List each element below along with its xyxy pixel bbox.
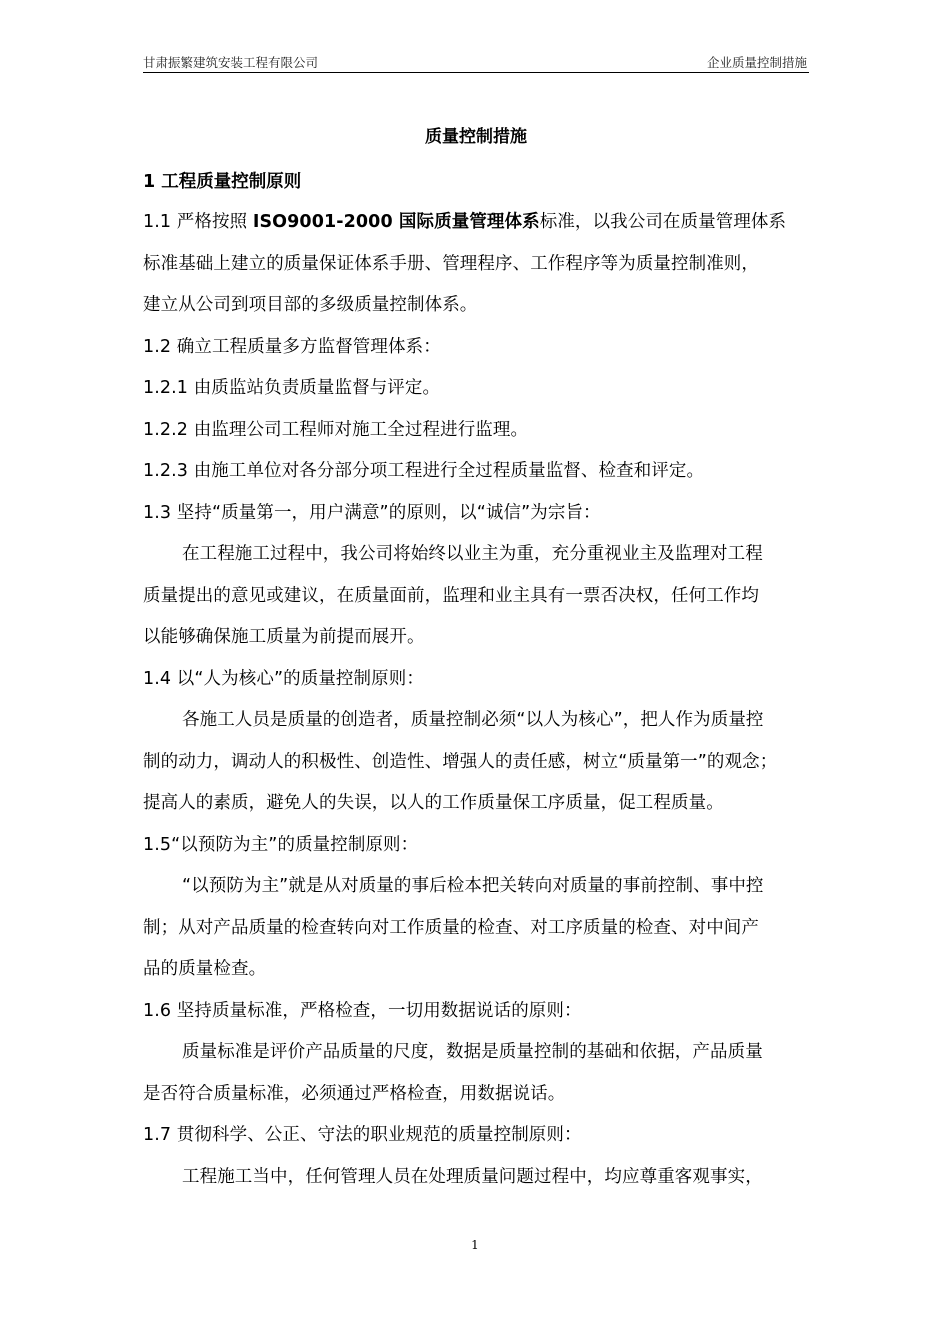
paragraph-1-6-line-1: 质量标准是评价产品质量的尺度，数据是质量控制的基础和依据，产品质量 (182, 1042, 763, 1062)
paragraph-1-2: 1.2 确立工程质量多方监督管理体系： (143, 337, 441, 357)
paragraph-1-5-line-2: 制；从对产品质量的检查转向对工作质量的检查、对工序质量的检查、对中间产 (143, 918, 759, 938)
paragraph-1-6-line-2: 是否符合质量标准，必须通过严格检查，用数据说话。 (143, 1084, 566, 1104)
paragraph-1-7-heading: 1.7 贯彻科学、公正、守法的职业规范的质量控制原则： (143, 1125, 582, 1145)
paragraph-1-2-3: 1.2.3 由施工单位对各分部分项工程进行全过程质量监督、检查和评定。 (143, 461, 705, 481)
paragraph-1-1-bold: ISO9001-2000 国际质量管理体系 (252, 212, 540, 232)
paragraph-1-7-line-1: 工程施工当中，任何管理人员在处理质量问题过程中，均应尊重客观事实， (182, 1167, 763, 1187)
paragraph-1-4-line-1: 各施工人员是质量的创造者，质量控制必须“以人为核心”，把人作为质量控 (182, 710, 764, 730)
paragraph-1-4-line-3: 提高人的素质，避免人的失误，以人的工作质量保工序质量，促工程质量。 (143, 793, 724, 813)
paragraph-1-5-line-3: 品的质量检查。 (143, 959, 267, 979)
paragraph-1-4-line-2: 制的动力，调动人的积极性、创造性、增强人的责任感，树立“质量第一”的观念； (143, 752, 778, 772)
paragraph-1-1-suffix: 标准，以我公司在质量管理体系 (539, 212, 787, 232)
paragraph-1-5-line-1: “以预防为主”就是从对质量的事后检本把关转向对质量的事前控制、事中控 (182, 876, 764, 896)
paragraph-1-2-2: 1.2.2 由监理公司工程师对施工全过程进行监理。 (143, 420, 529, 440)
page-number: 1 (471, 1238, 479, 1252)
paragraph-1-1-line-2: 标准基础上建立的质量保证体系手册、管理程序、工作程序等为质量控制准则， (143, 254, 759, 274)
section-heading: 1 工程质量控制原则 (143, 172, 302, 192)
paragraph-1-1-prefix: 1.1 严格按照 (143, 212, 253, 232)
paragraph-1-3-line-3: 以能够确保施工质量为前提而展开。 (143, 627, 425, 647)
header-doc-name: 企业质量控制措施 (706, 55, 807, 70)
paragraph-1-6-heading: 1.6 坚持质量标准，严格检查，一切用数据说话的原则： (143, 1001, 582, 1021)
paragraph-1-5-heading: 1.5“以预防为主”的质量控制原则： (143, 835, 419, 855)
header-company: 甘肃振繁建筑安装工程有限公司 (143, 55, 319, 70)
paragraph-1-2-1: 1.2.1 由质监站负责质量监督与评定。 (143, 378, 441, 398)
document-title: 质量控制措施 (425, 127, 527, 147)
paragraph-1-3-line-1: 在工程施工过程中，我公司将始终以业主为重，充分重视业主及监理对工程 (182, 544, 763, 564)
paragraph-1-1-line-3: 建立从公司到项目部的多级质量控制体系。 (143, 295, 478, 315)
paragraph-1-3-line-2: 质量提出的意见或建议，在质量面前，监理和业主具有一票否决权，任何工作均 (143, 586, 759, 606)
paragraph-1-4-heading: 1.4 以“人为核心”的质量控制原则： (143, 669, 424, 689)
paragraph-1-3-heading: 1.3 坚持“质量第一，用户满意”的原则，以“诚信”为宗旨： (143, 503, 601, 523)
page-header (143, 54, 809, 73)
paragraph-1-1-line-1 (143, 208, 813, 236)
